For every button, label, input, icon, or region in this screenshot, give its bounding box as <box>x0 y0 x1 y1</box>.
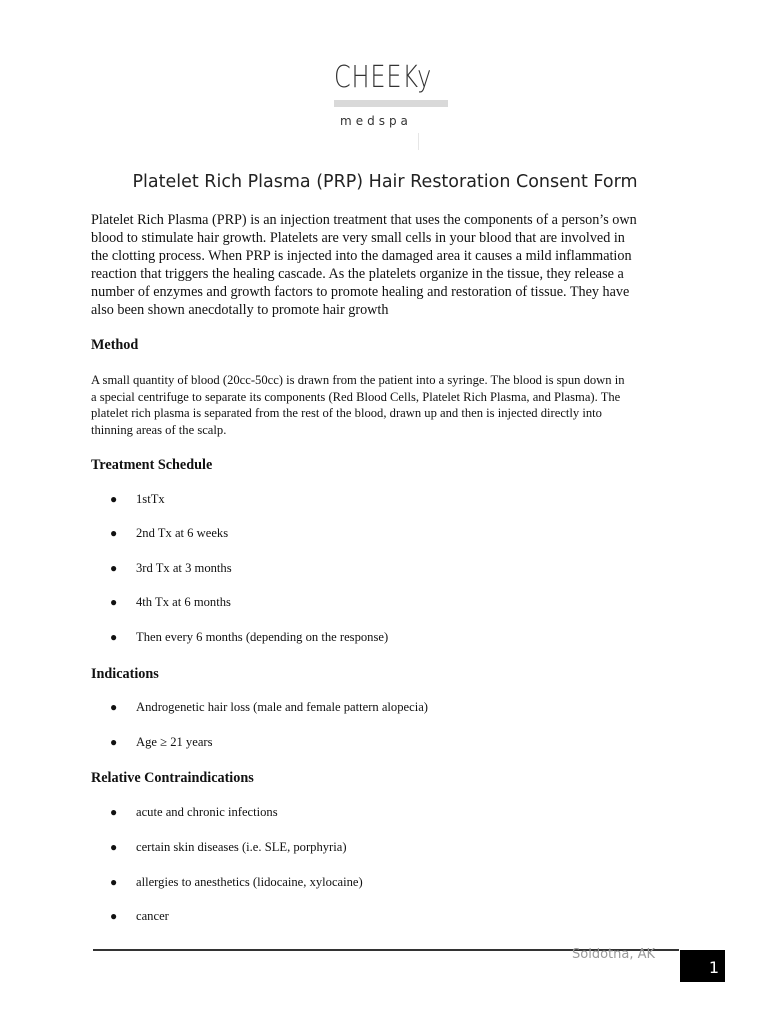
relative-contraindications-heading: Relative Contraindications <box>91 770 254 786</box>
intro-line: the clotting process. When PRP is injected into the damaged area it causes a mild inflammation <box>91 248 632 264</box>
logo-bar <box>334 100 448 107</box>
indications-heading: Indications <box>91 666 159 682</box>
bullet-icon: ● <box>110 840 118 854</box>
bullet-icon: ● <box>110 805 118 819</box>
method-line: a special centrifuge to separate its components (Red Blood Cells, Platelet Rich Plasma, and Plasma). The <box>91 389 621 404</box>
method-paragraph <box>91 372 691 438</box>
list-item: ● certain skin diseases (i.e. SLE, porphyria) <box>110 840 347 854</box>
intro-line: blood to stimulate hair growth. Platelets are very small cells in your blood that are involved in <box>91 230 625 246</box>
intro-line: reaction that triggers the healing cascade. As the platelets organize in the tissue, they release a <box>91 266 624 282</box>
method-heading: Method <box>91 337 139 353</box>
bullet-icon: ● <box>110 492 118 506</box>
list-item: ● Then every 6 months (depending on the response) <box>110 630 389 644</box>
page-number: 1 <box>680 950 725 982</box>
list-item: ● Age ≥ 21 years <box>110 735 213 749</box>
list-item: ● 1stTx <box>110 492 165 506</box>
method-line: thinning areas of the scalp. <box>91 422 227 437</box>
list-item: ● allergies to anesthetics (lidocaine, xylocaine) <box>110 875 363 889</box>
treatment-schedule-heading: Treatment Schedule <box>91 457 213 473</box>
list-item: ● 2nd Tx at 6 weeks <box>110 526 229 540</box>
logo-brand: CHEEKy <box>334 60 433 95</box>
method-line: platelet rich plasma is separated from the rest of the blood, drawn up and then is injected directly into <box>91 406 602 420</box>
intro-line: also been shown anecdotally to promote hair growth <box>91 302 389 318</box>
footer-location: Soldotna, AK <box>572 947 656 962</box>
intro-line: number of enzymes and growth factors to promote healing and restoration of tissue. They have <box>91 284 630 300</box>
cheeky-medspa-logo <box>330 60 460 150</box>
list-item: ● cancer <box>110 909 169 923</box>
bullet-icon: ● <box>110 875 118 889</box>
bullet-icon: ● <box>110 561 118 575</box>
bullet-icon: ● <box>110 630 118 644</box>
intro-line: Platelet Rich Plasma (PRP) is an injection treatment that uses the components of a person’s own <box>91 212 637 228</box>
intro-paragraph <box>91 211 691 319</box>
logo-divider <box>418 133 419 150</box>
logo-subtitle: medspa <box>340 114 412 128</box>
list-item: ● 3rd Tx at 3 months <box>110 561 232 575</box>
document-title: Platelet Rich Plasma (PRP) Hair Restoration Consent Form <box>132 172 638 192</box>
bullet-icon: ● <box>110 735 118 749</box>
list-item: ● 4th Tx at 6 months <box>110 595 231 609</box>
bullet-icon: ● <box>110 909 118 923</box>
list-item: ● acute and chronic infections <box>110 805 278 819</box>
bullet-icon: ● <box>110 700 118 714</box>
bullet-icon: ● <box>110 526 118 540</box>
list-item: ● Androgenetic hair loss (male and female pattern alopecia) <box>110 700 428 714</box>
method-line: A small quantity of blood (20cc-50cc) is drawn from the patient into a syringe. The blood is spun down in <box>91 373 625 387</box>
bullet-icon: ● <box>110 595 118 609</box>
